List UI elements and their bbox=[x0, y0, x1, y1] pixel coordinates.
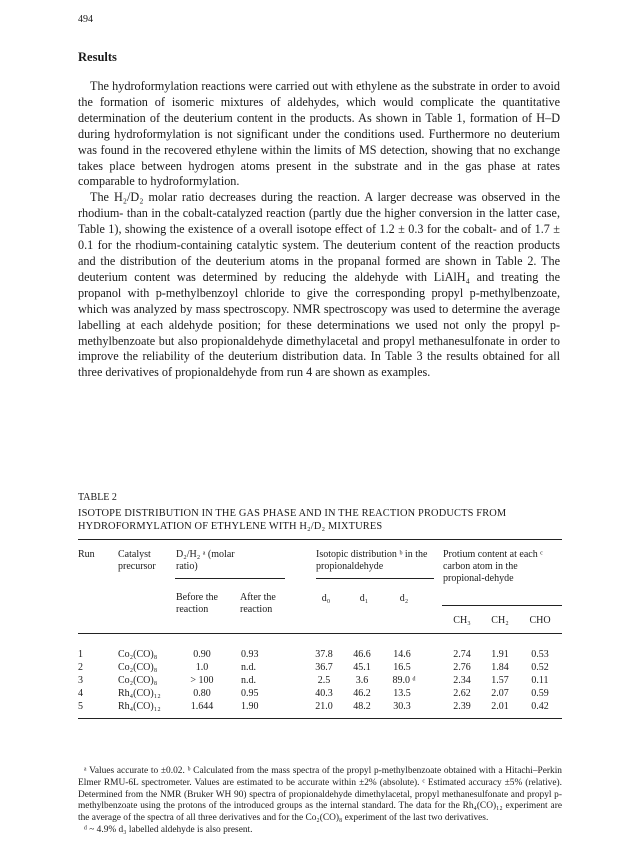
cell-catalyst: Co₂(CO)₈ bbox=[118, 675, 158, 686]
cell-cho: 0.42 bbox=[531, 701, 549, 712]
cell-d0: 2.5 bbox=[317, 675, 331, 686]
cell-before: 1.0 bbox=[195, 662, 209, 673]
results-body bbox=[78, 79, 560, 381]
paragraph: The H₂/D₂ molar ratio decreases during the reaction. A larger decrease was observed in the rhodium- than in the cobalt-catalyzed reaction (partly due the higher conversion in the latter case, Table 1), showing the existence of a overall isotope effect of 1.2 ± 0.3 for the cobalt- and of 1.7 ± 0.1 for the rhodium-containing catalytic system. The deuterium content of the reaction products and the distribution of the deuterium atoms in the propanal formed are shown in Table 2. The deuterium content was determined by reducing the aldehyde with LiAlH₄ and treating the propanol with p-methylbenzoyl chloride to give the corresponding propyl p-methylbenzoate, which was analyzed by mass spectroscopy. NMR spectroscopy was used to determine the average labelling at each aldehyde position; for these determinations we used not only the propyl p-methylbenzoate but also propionaldehyde dimethylacetal and propyl methanesulfonate in order to improve the reliability of the deuterium distribution data. In Table 3 the results obtained for all three derivatives of propionaldehyde from run 4 are shown as examples. bbox=[78, 190, 560, 380]
cell-cho: 0.11 bbox=[531, 675, 549, 686]
cell-run: 2 bbox=[78, 662, 83, 673]
cell-catalyst: Rh₄(CO)₁₂ bbox=[118, 688, 161, 699]
paragraph: The hydroformylation reactions were carried out with ethylene as the substrate in order to avoid the formation of isomeric mixtures of aldehydes, which would complicate the quantitative determination of the deuterium content in the products. As shown in Table 1, formation of H–D during hydroformylation is not significant under the conditions used. Furthermore no deuterium was found in the recovered ethylene within the limits of MS detection, showing that no exchange takes place between hydrogen atoms present in the substrate and in the gas phase at rates comparable to hydroformylation. bbox=[78, 79, 560, 189]
cell-ch3: 2.34 bbox=[453, 675, 471, 686]
cell-d1: 46.2 bbox=[353, 688, 371, 699]
cell-before: 0.90 bbox=[193, 649, 211, 660]
cell-run: 1 bbox=[78, 649, 83, 660]
ratio-span-rule bbox=[175, 578, 285, 579]
cell-cho: 0.59 bbox=[531, 688, 549, 699]
table-footnotes bbox=[78, 766, 562, 837]
header-d2: d₂ bbox=[399, 593, 409, 604]
table-bottom-rule bbox=[78, 718, 562, 719]
cell-after: n.d. bbox=[241, 662, 256, 673]
header-ratio: D₂/H₂ ᵃ (molar ratio) bbox=[176, 549, 235, 572]
cell-d2: 30.3 bbox=[393, 701, 411, 712]
header-d1: d₁ bbox=[359, 593, 369, 604]
isotopic-span-rule bbox=[316, 578, 434, 579]
cell-d1: 48.2 bbox=[353, 701, 371, 712]
cell-before: 1.644 bbox=[190, 701, 214, 712]
table-label: TABLE 2 bbox=[78, 492, 117, 503]
cell-before: > 100 bbox=[190, 675, 214, 686]
cell-cho: 0.52 bbox=[531, 662, 549, 673]
cell-d0: 37.8 bbox=[315, 649, 333, 660]
header-isotopic: Isotopic distribution ᵇ in the propionaldehyde bbox=[316, 549, 428, 572]
cell-d0: 40.3 bbox=[315, 688, 333, 699]
page-number: 494 bbox=[78, 14, 93, 25]
footnote-main: ᵃ Values accurate to ±0.02. ᵇ Calculated from the mass spectra of the propyl p-methylbenzoate obtained with a Hitachi–Perkin Elmer RMU-6L spectrometer. Values are estimated to be accurate within ±2% (absolute). ᶜ Estimated accuracy ±5% (relative). Determined from the NMR (Bruker WH 90) spectra of propionaldehyde dimethylacetal, propyl methanesulfonate and propyl p-methylbenzoate using the protons of the introduced groups as the internal standard. The data for the Rh₄(CO)₁₂ experiment are the average of the spectra of all three derivatives and for the Co₂(CO)₈ experiment of the last two derivatives. bbox=[78, 766, 562, 824]
cell-catalyst: Co₂(CO)₈ bbox=[118, 662, 158, 673]
cell-ch2: 2.07 bbox=[491, 688, 509, 699]
cell-d0: 36.7 bbox=[315, 662, 333, 673]
cell-d2: 13.5 bbox=[393, 688, 411, 699]
header-cho: CHO bbox=[529, 615, 551, 626]
cell-d1: 3.6 bbox=[355, 675, 369, 686]
cell-cho: 0.53 bbox=[531, 649, 549, 660]
cell-catalyst: Co₂(CO)₈ bbox=[118, 649, 158, 660]
cell-d2: 89.0 ᵈ bbox=[392, 675, 416, 686]
cell-ch2: 2.01 bbox=[491, 701, 509, 712]
table-top-rule bbox=[78, 539, 562, 540]
section-title: Results bbox=[78, 50, 117, 64]
header-before: Before the reaction bbox=[176, 592, 218, 615]
cell-ch3: 2.76 bbox=[453, 662, 471, 673]
header-ch3: CH₃ bbox=[453, 615, 471, 626]
cell-ch3: 2.62 bbox=[453, 688, 471, 699]
cell-run: 3 bbox=[78, 675, 83, 686]
cell-after: 0.93 bbox=[241, 649, 259, 660]
table-caption: ISOTOPE DISTRIBUTION IN THE GAS PHASE AND IN THE REACTION PRODUCTS FROM HYDROFORMYLATION OF ETHYLENE WITH H₂/D₂ MIXTURES bbox=[78, 508, 507, 532]
cell-ch2: 1.91 bbox=[491, 649, 509, 660]
header-catalyst: Catalyst precursor bbox=[118, 549, 156, 572]
header-run: Run bbox=[78, 549, 95, 560]
cell-after: n.d. bbox=[241, 675, 256, 686]
footnote-d: ᵈ ~ 4.9% d₃ labelled aldehyde is also present. bbox=[84, 824, 253, 835]
cell-catalyst: Rh₄(CO)₁₂ bbox=[118, 701, 161, 712]
cell-ch2: 1.57 bbox=[491, 675, 509, 686]
cell-run: 4 bbox=[78, 688, 83, 699]
cell-ch3: 2.39 bbox=[453, 701, 471, 712]
cell-after: 1.90 bbox=[241, 701, 259, 712]
header-after: After the reaction bbox=[240, 592, 276, 615]
header-d0: d₀ bbox=[321, 593, 331, 604]
header-protium: Protium content at each ᶜ carbon atom in the propional-dehyde bbox=[443, 549, 543, 584]
header-ch2: CH₂ bbox=[491, 615, 509, 626]
header-bottom-rule bbox=[78, 633, 562, 634]
cell-d1: 46.6 bbox=[353, 649, 371, 660]
cell-d1: 45.1 bbox=[353, 662, 371, 673]
cell-ch2: 1.84 bbox=[491, 662, 509, 673]
cell-d0: 21.0 bbox=[315, 701, 333, 712]
cell-before: 0.80 bbox=[193, 688, 211, 699]
cell-ch3: 2.74 bbox=[453, 649, 471, 660]
protium-span-rule bbox=[442, 605, 562, 606]
cell-run: 5 bbox=[78, 701, 83, 712]
cell-d2: 16.5 bbox=[393, 662, 411, 673]
cell-after: 0.95 bbox=[241, 688, 259, 699]
cell-d2: 14.6 bbox=[393, 649, 411, 660]
